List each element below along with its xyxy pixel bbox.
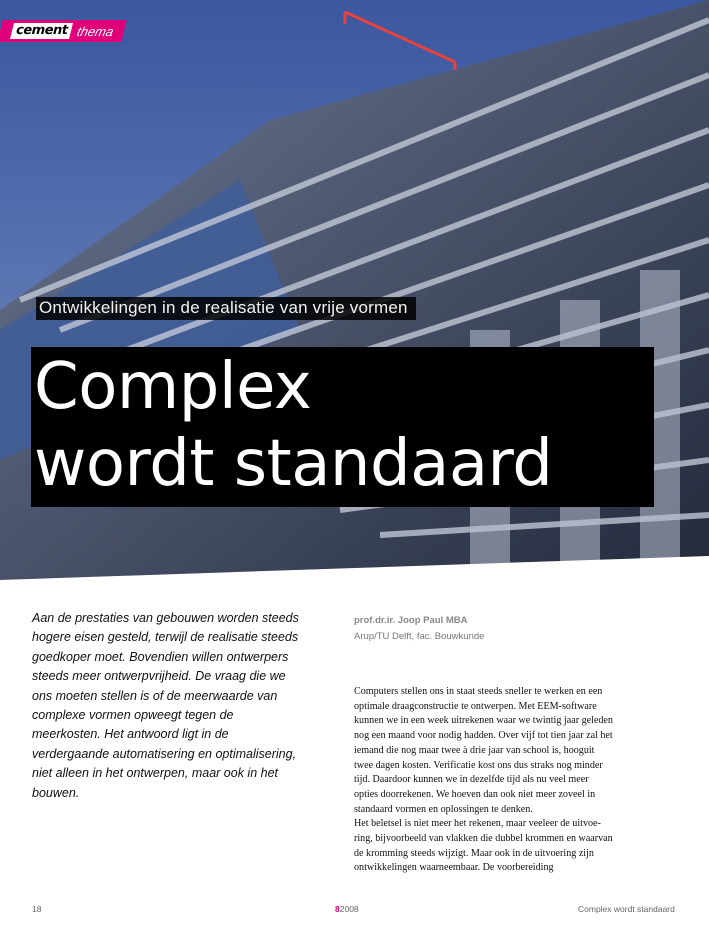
title-line-2: wordt standaard [34, 427, 553, 501]
issue-year: 2008 [339, 904, 359, 914]
body-paragraph: Computers stellen ons in staat steeds sneller te werken en een optimale draagconstructie te ontwerpen. Met EEM-software kunnen we in een week uitrekenen waar we twintig jaar geleden nog een maand voor nodig hadden. Over vijf tot tien jaar zal het iemand die nog maar twee à drie jaar van school is, hooguit twee dagen kosten. Verificatie kost ons dus straks nog minder tijd. Daardoor kunnen we in dezelfde tijd als nu veel meer opties doorrekenen. We hoeven dan ook niet meer zoveel in standaard vormen en oplossingen te denken. [354, 686, 613, 815]
author-affiliation: Arup/TU Delft, fac. Bouwkunde [354, 631, 485, 642]
magazine-brand [0, 20, 126, 42]
title-line-1: Complex [34, 350, 312, 424]
article-body [354, 685, 614, 876]
article-subtitle: Ontwikkelingen in de realisatie van vrije vormen [36, 297, 416, 320]
body-paragraph: Het beletsel is niet meer het rekenen, maar veeleer de uitvoering, bijvoorbeeld van vlakken die dubbel krommen en waarvan de kromming steeds wijzigt. Maar ook in de uitvoering zijn ontwikkelingen waarneembaar. De voorbereiding [354, 818, 613, 874]
section-tag: thema [75, 23, 116, 39]
issue-label [335, 904, 359, 914]
article-intro: Aan de prestaties van gebouwen worden steeds hogere eisen gesteld, terwijl de realisatie steeds goedkoper moet. Bovendien willen ontwerpers steeds meer ontwerpvrijheid. De vraag die we ons moeten stellen is of de meerwaarde van complexe vormen opweegt tegen de meerkosten. Het antwoord ligt in de verdergaande automatisering en optimalisering, niet alleen in het ontwerpen, maar ook in het bouwen. [32, 611, 299, 800]
page-number: 18 [32, 904, 42, 914]
article-title [31, 347, 654, 507]
author-name: prof.dr.ir. Joop Paul MBA [354, 615, 468, 626]
running-title: Complex wordt standaard [578, 904, 675, 914]
issue-number: 8 [335, 904, 340, 914]
brand-logo: cement [10, 23, 73, 39]
